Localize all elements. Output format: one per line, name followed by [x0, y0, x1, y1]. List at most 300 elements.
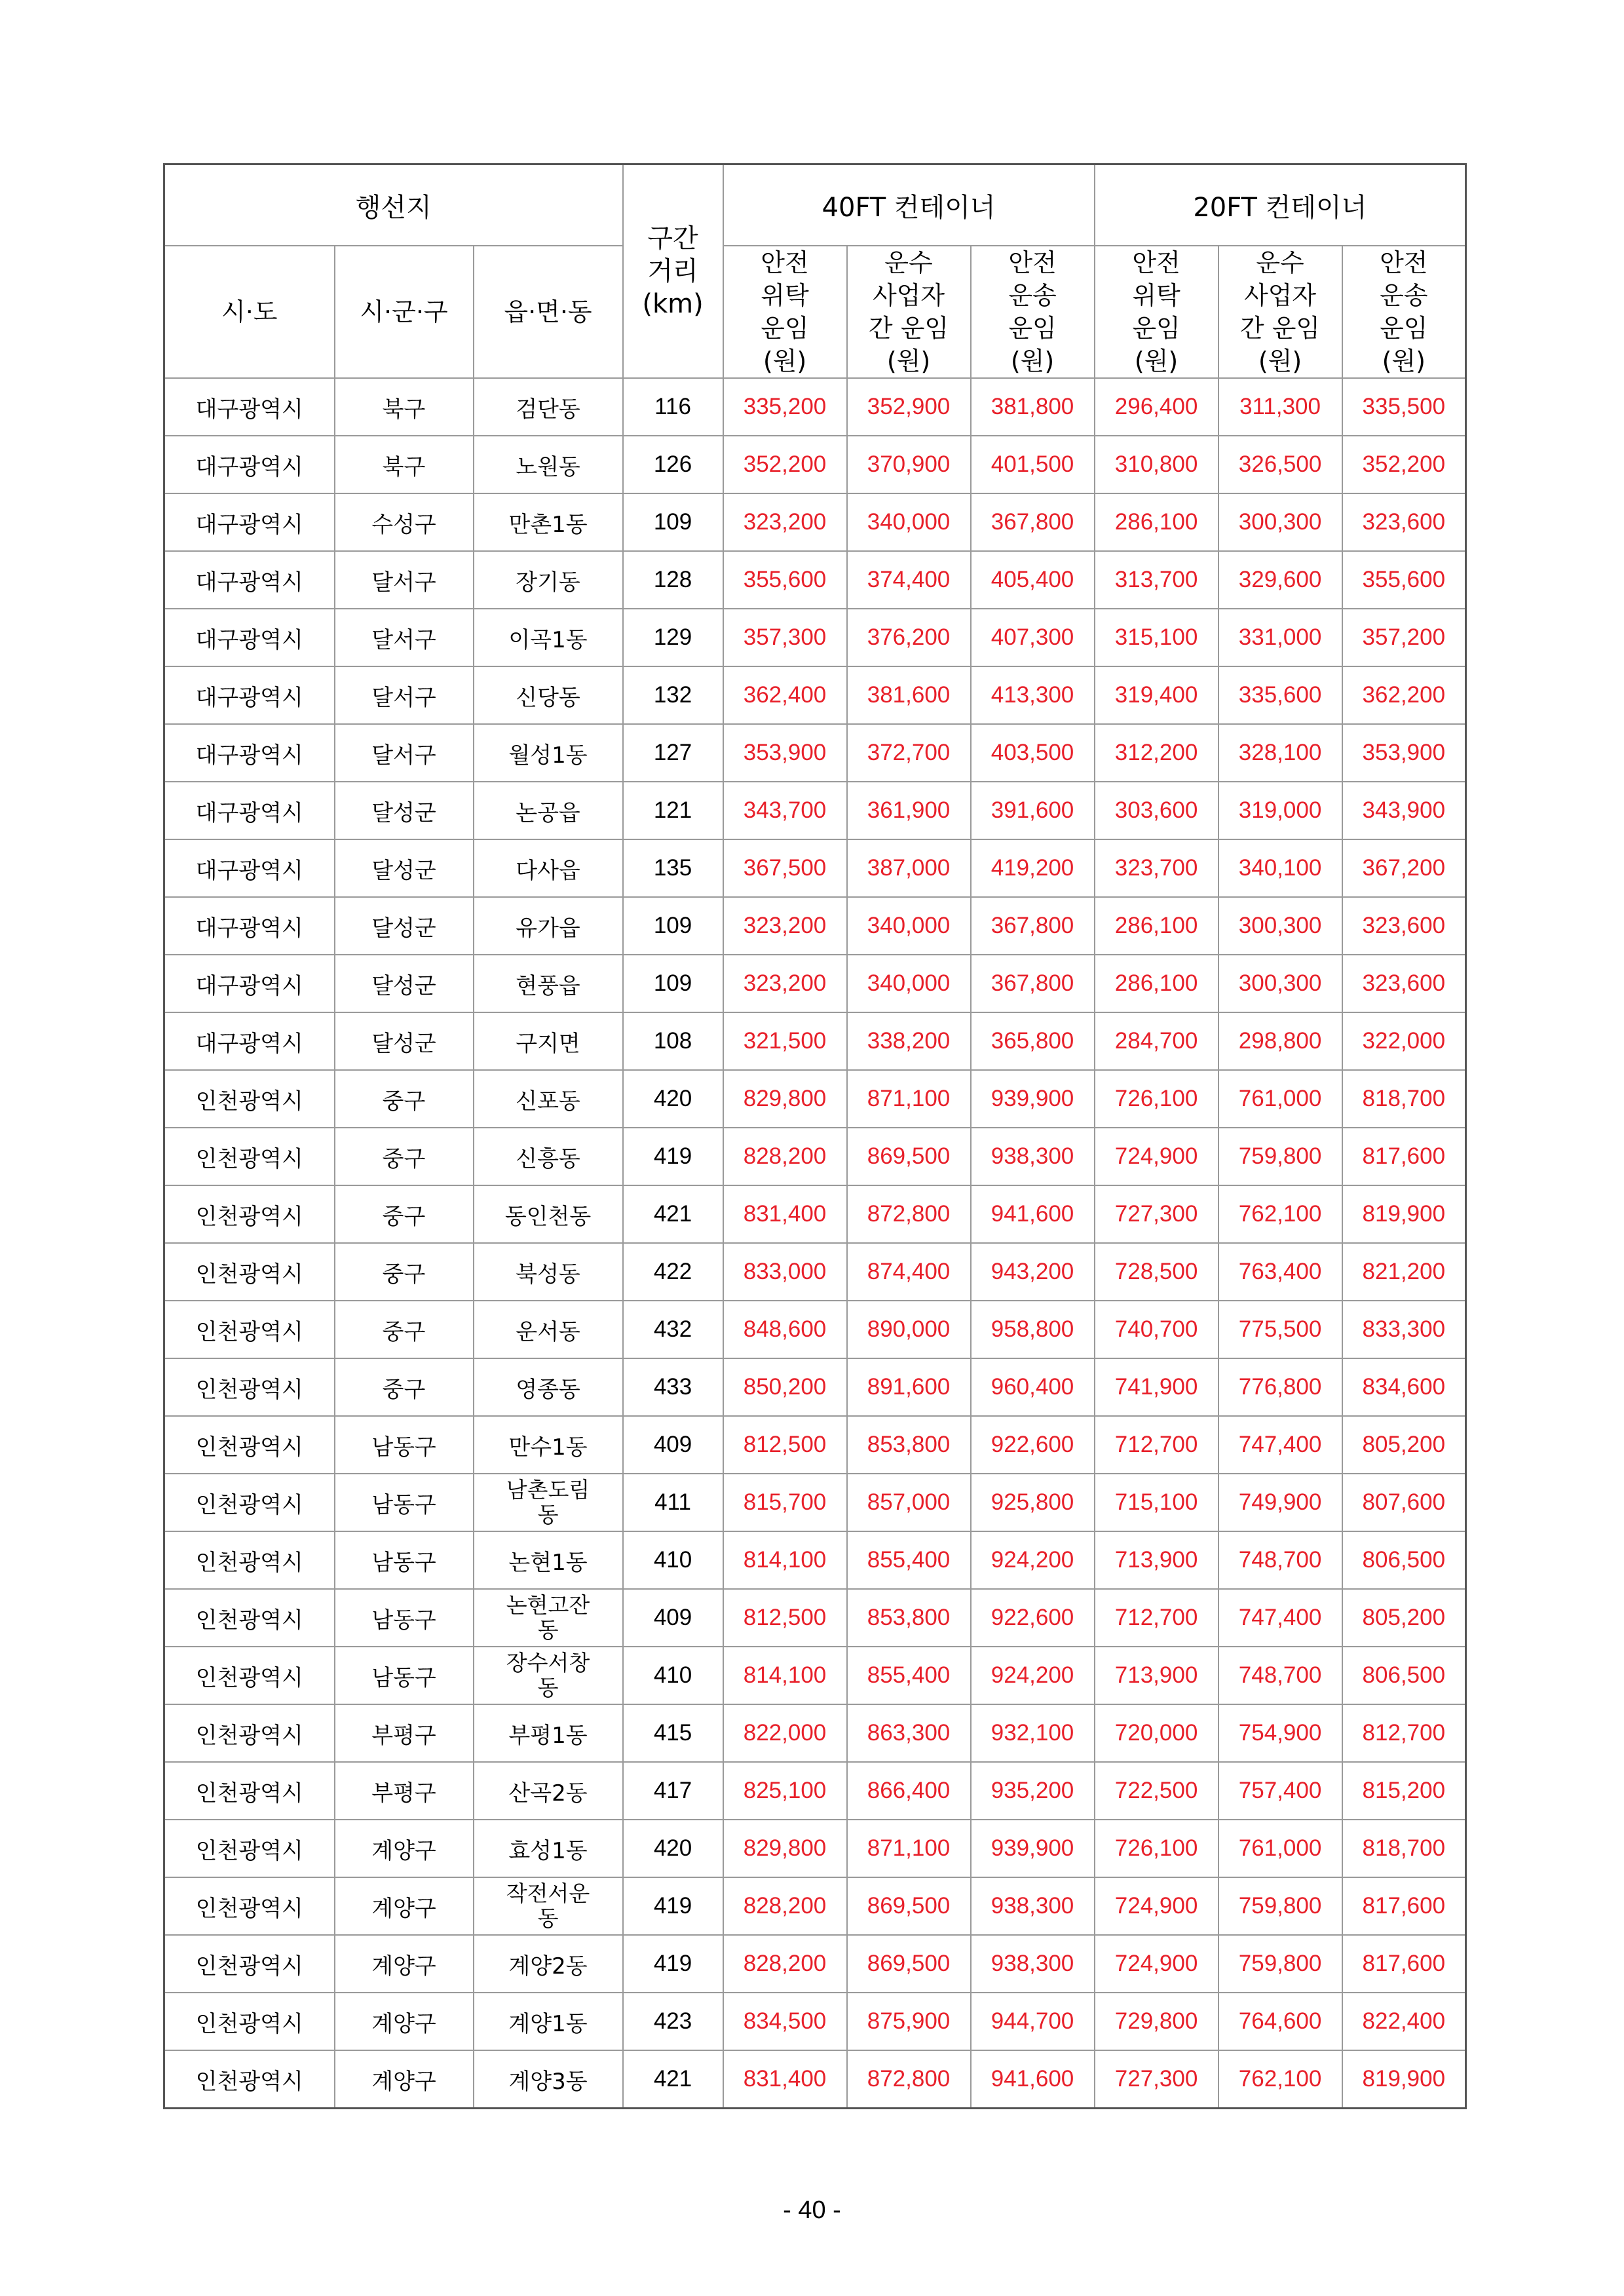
cell-20ft-safety-consign: 729,800: [1095, 1993, 1218, 2050]
cell-20ft-safety-consign: 323,700: [1095, 839, 1218, 897]
cell-dong: 만수1동: [474, 1416, 623, 1474]
cell-40ft-carrier: 891,600: [847, 1358, 971, 1416]
cell-40ft-carrier: 869,500: [847, 1935, 971, 1993]
cell-dong: 유가읍: [474, 897, 623, 955]
cell-dong: 북성동: [474, 1243, 623, 1301]
cell-distance: 132: [623, 666, 723, 724]
cell-distance: 116: [623, 378, 723, 436]
cell-20ft-safety-transport: 818,700: [1342, 1820, 1466, 1877]
cell-40ft-safety-transport: 401,500: [971, 436, 1095, 493]
cell-40ft-carrier: 871,100: [847, 1070, 971, 1128]
cell-dong: 운서동: [474, 1301, 623, 1358]
cell-40ft-safety-consign: 833,000: [723, 1243, 847, 1301]
cell-20ft-safety-transport: 812,700: [1342, 1704, 1466, 1762]
cell-sigungu: 북구: [335, 378, 474, 436]
cell-40ft-safety-transport: 391,600: [971, 782, 1095, 839]
cell-dong: 논공읍: [474, 782, 623, 839]
cell-sido: 인천광역시: [164, 1128, 335, 1185]
cell-20ft-safety-consign: 712,700: [1095, 1416, 1218, 1474]
cell-40ft-safety-consign: 367,500: [723, 839, 847, 897]
cell-distance: 121: [623, 782, 723, 839]
cell-20ft-safety-transport: 822,400: [1342, 1993, 1466, 2050]
cell-sido: 인천광역시: [164, 2050, 335, 2109]
cell-20ft-safety-transport: 833,300: [1342, 1301, 1466, 1358]
cell-20ft-carrier: 319,000: [1218, 782, 1342, 839]
cell-20ft-carrier: 761,000: [1218, 1070, 1342, 1128]
cell-20ft-safety-transport: 807,600: [1342, 1474, 1466, 1531]
cell-20ft-safety-consign: 724,900: [1095, 1935, 1218, 1993]
cell-sido: 인천광역시: [164, 1301, 335, 1358]
cell-40ft-safety-transport: 938,300: [971, 1935, 1095, 1993]
cell-dong: 논현1동: [474, 1531, 623, 1589]
cell-sido: 인천광역시: [164, 1531, 335, 1589]
cell-40ft-safety-transport: 925,800: [971, 1474, 1095, 1531]
cell-dong: 영종동: [474, 1358, 623, 1416]
cell-40ft-safety-transport: 403,500: [971, 724, 1095, 782]
table-row: [164, 436, 1466, 493]
cell-20ft-safety-transport: 367,200: [1342, 839, 1466, 897]
cell-sido: 대구광역시: [164, 666, 335, 724]
cell-sido: 인천광역시: [164, 1185, 335, 1243]
cell-40ft-carrier: 863,300: [847, 1704, 971, 1762]
cell-dong: 효성1동: [474, 1820, 623, 1877]
cell-40ft-carrier: 338,200: [847, 1012, 971, 1070]
cell-40ft-safety-transport: 405,400: [971, 551, 1095, 609]
cell-20ft-safety-consign: 727,300: [1095, 2050, 1218, 2109]
cell-20ft-safety-consign: 284,700: [1095, 1012, 1218, 1070]
cell-40ft-carrier: 340,000: [847, 955, 971, 1012]
cell-40ft-safety-consign: 812,500: [723, 1416, 847, 1474]
cell-20ft-safety-consign: 312,200: [1095, 724, 1218, 782]
cell-40ft-safety-transport: 935,200: [971, 1762, 1095, 1820]
cell-sigungu: 중구: [335, 1301, 474, 1358]
cell-40ft-safety-consign: 357,300: [723, 609, 847, 666]
cell-sigungu: 계양구: [335, 1820, 474, 1877]
cell-distance: 411: [623, 1474, 723, 1531]
cell-40ft-safety-consign: 831,400: [723, 1185, 847, 1243]
cell-40ft-carrier: 853,800: [847, 1416, 971, 1474]
cell-20ft-safety-transport: 834,600: [1342, 1358, 1466, 1416]
cell-40ft-safety-transport: 939,900: [971, 1820, 1095, 1877]
cell-sido: 인천광역시: [164, 1762, 335, 1820]
cell-20ft-carrier: 311,300: [1218, 378, 1342, 436]
cell-40ft-safety-transport: 367,800: [971, 897, 1095, 955]
cell-40ft-safety-consign: 829,800: [723, 1820, 847, 1877]
cell-20ft-carrier: 763,400: [1218, 1243, 1342, 1301]
cell-sigungu: 계양구: [335, 1935, 474, 1993]
cell-20ft-safety-consign: 720,000: [1095, 1704, 1218, 1762]
table-row: [164, 609, 1466, 666]
cell-40ft-carrier: 372,700: [847, 724, 971, 782]
cell-20ft-carrier: 761,000: [1218, 1820, 1342, 1877]
cell-distance: 419: [623, 1935, 723, 1993]
cell-distance: 422: [623, 1243, 723, 1301]
cell-dong: 월성1동: [474, 724, 623, 782]
cell-sigungu: 달서구: [335, 609, 474, 666]
cell-sigungu: 달서구: [335, 666, 474, 724]
cell-40ft-carrier: 855,400: [847, 1647, 971, 1704]
cell-distance: 127: [623, 724, 723, 782]
cell-sido: 인천광역시: [164, 1070, 335, 1128]
cell-20ft-carrier: 329,600: [1218, 551, 1342, 609]
cell-20ft-carrier: 326,500: [1218, 436, 1342, 493]
cell-40ft-safety-consign: 355,600: [723, 551, 847, 609]
cell-20ft-safety-transport: 805,200: [1342, 1589, 1466, 1647]
cell-20ft-safety-transport: 817,600: [1342, 1877, 1466, 1935]
cell-40ft-carrier: 874,400: [847, 1243, 971, 1301]
cell-dong: 신흥동: [474, 1128, 623, 1185]
cell-20ft-safety-transport: 819,900: [1342, 2050, 1466, 2109]
cell-sido: 대구광역시: [164, 551, 335, 609]
cell-dong: 계양2동: [474, 1935, 623, 1993]
cell-distance: 417: [623, 1762, 723, 1820]
cell-40ft-safety-transport: 381,800: [971, 378, 1095, 436]
cell-dong: 장수서창 동: [474, 1647, 623, 1704]
cell-distance: 128: [623, 551, 723, 609]
cell-20ft-safety-transport: 819,900: [1342, 1185, 1466, 1243]
cell-sido: 인천광역시: [164, 1243, 335, 1301]
cell-20ft-safety-consign: 727,300: [1095, 1185, 1218, 1243]
cell-40ft-safety-consign: 335,200: [723, 378, 847, 436]
table-row: [164, 1301, 1466, 1358]
cell-20ft-safety-transport: 322,000: [1342, 1012, 1466, 1070]
cell-40ft-carrier: 866,400: [847, 1762, 971, 1820]
cell-dong: 논현고잔 동: [474, 1589, 623, 1647]
header-sido: 시·도: [164, 246, 335, 378]
cell-sido: 대구광역시: [164, 724, 335, 782]
cell-40ft-safety-consign: 323,200: [723, 955, 847, 1012]
cell-sido: 인천광역시: [164, 1820, 335, 1877]
cell-40ft-carrier: 340,000: [847, 493, 971, 551]
cell-20ft-carrier: 331,000: [1218, 609, 1342, 666]
cell-sido: 대구광역시: [164, 839, 335, 897]
header-20ft: 20FT 컨테이너: [1095, 164, 1466, 246]
cell-40ft-safety-consign: 814,100: [723, 1647, 847, 1704]
header-20ft-safety-consign: 안전 위탁 운임 (원): [1095, 246, 1218, 378]
cell-20ft-safety-transport: 335,500: [1342, 378, 1466, 436]
cell-40ft-safety-transport: 932,100: [971, 1704, 1095, 1762]
cell-20ft-safety-consign: 713,900: [1095, 1531, 1218, 1589]
cell-40ft-safety-transport: 943,200: [971, 1243, 1095, 1301]
cell-40ft-safety-transport: 960,400: [971, 1358, 1095, 1416]
cell-20ft-safety-transport: 815,200: [1342, 1762, 1466, 1820]
cell-40ft-carrier: 374,400: [847, 551, 971, 609]
cell-40ft-carrier: 890,000: [847, 1301, 971, 1358]
table-row: [164, 724, 1466, 782]
cell-sigungu: 달성군: [335, 897, 474, 955]
cell-sido: 인천광역시: [164, 1416, 335, 1474]
cell-40ft-carrier: 869,500: [847, 1877, 971, 1935]
table-row: [164, 1877, 1466, 1935]
cell-20ft-safety-transport: 323,600: [1342, 955, 1466, 1012]
cell-sido: 대구광역시: [164, 782, 335, 839]
table-row: [164, 839, 1466, 897]
cell-distance: 421: [623, 2050, 723, 2109]
cell-distance: 126: [623, 436, 723, 493]
cell-40ft-safety-consign: 848,600: [723, 1301, 847, 1358]
cell-40ft-safety-consign: 353,900: [723, 724, 847, 782]
cell-20ft-carrier: 764,600: [1218, 1993, 1342, 2050]
cell-20ft-safety-consign: 713,900: [1095, 1647, 1218, 1704]
table-row: [164, 1416, 1466, 1474]
cell-40ft-carrier: 381,600: [847, 666, 971, 724]
cell-40ft-safety-transport: 944,700: [971, 1993, 1095, 2050]
cell-distance: 410: [623, 1647, 723, 1704]
cell-sido: 대구광역시: [164, 378, 335, 436]
cell-40ft-carrier: 869,500: [847, 1128, 971, 1185]
cell-20ft-carrier: 754,900: [1218, 1704, 1342, 1762]
cell-distance: 410: [623, 1531, 723, 1589]
cell-sido: 대구광역시: [164, 609, 335, 666]
cell-20ft-safety-consign: 315,100: [1095, 609, 1218, 666]
cell-40ft-carrier: 855,400: [847, 1531, 971, 1589]
cell-40ft-safety-transport: 922,600: [971, 1416, 1095, 1474]
table-row: [164, 1358, 1466, 1416]
cell-40ft-carrier: 857,000: [847, 1474, 971, 1531]
header-destination: 행선지: [164, 164, 623, 246]
cell-20ft-safety-consign: 313,700: [1095, 551, 1218, 609]
cell-sigungu: 부평구: [335, 1704, 474, 1762]
cell-distance: 421: [623, 1185, 723, 1243]
table-row: [164, 2050, 1466, 2109]
cell-dong: 구지면: [474, 1012, 623, 1070]
table-row: [164, 1647, 1466, 1704]
cell-20ft-carrier: 748,700: [1218, 1647, 1342, 1704]
cell-40ft-safety-consign: 815,700: [723, 1474, 847, 1531]
table-row: [164, 1935, 1466, 1993]
cell-20ft-safety-transport: 817,600: [1342, 1935, 1466, 1993]
cell-sigungu: 달서구: [335, 551, 474, 609]
cell-distance: 419: [623, 1128, 723, 1185]
cell-20ft-safety-consign: 319,400: [1095, 666, 1218, 724]
cell-20ft-carrier: 775,500: [1218, 1301, 1342, 1358]
cell-20ft-carrier: 298,800: [1218, 1012, 1342, 1070]
cell-distance: 108: [623, 1012, 723, 1070]
cell-dong: 현풍읍: [474, 955, 623, 1012]
cell-40ft-safety-consign: 828,200: [723, 1935, 847, 1993]
table-row: [164, 1070, 1466, 1128]
cell-20ft-safety-transport: 806,500: [1342, 1531, 1466, 1589]
cell-dong: 이곡1동: [474, 609, 623, 666]
cell-20ft-safety-transport: 353,900: [1342, 724, 1466, 782]
table-row: [164, 1704, 1466, 1762]
cell-distance: 135: [623, 839, 723, 897]
cell-sigungu: 수성구: [335, 493, 474, 551]
cell-dong: 장기동: [474, 551, 623, 609]
cell-40ft-safety-transport: 413,300: [971, 666, 1095, 724]
table-row: [164, 1762, 1466, 1820]
cell-distance: 415: [623, 1704, 723, 1762]
cell-sido: 인천광역시: [164, 1647, 335, 1704]
cell-sigungu: 달서구: [335, 724, 474, 782]
cell-20ft-carrier: 749,900: [1218, 1474, 1342, 1531]
cell-20ft-safety-consign: 286,100: [1095, 897, 1218, 955]
cell-dong: 남촌도림 동: [474, 1474, 623, 1531]
cell-dong: 계양1동: [474, 1993, 623, 2050]
cell-sigungu: 중구: [335, 1070, 474, 1128]
cell-sigungu: 남동구: [335, 1474, 474, 1531]
cell-40ft-safety-consign: 352,200: [723, 436, 847, 493]
cell-distance: 409: [623, 1589, 723, 1647]
table-row: [164, 955, 1466, 1012]
cell-40ft-safety-transport: 367,800: [971, 955, 1095, 1012]
cell-20ft-safety-consign: 286,100: [1095, 955, 1218, 1012]
table-row: [164, 1589, 1466, 1647]
cell-40ft-safety-consign: 822,000: [723, 1704, 847, 1762]
cell-dong: 검단동: [474, 378, 623, 436]
cell-40ft-safety-consign: 343,700: [723, 782, 847, 839]
cell-dong: 작전서운 동: [474, 1877, 623, 1935]
cell-20ft-safety-transport: 821,200: [1342, 1243, 1466, 1301]
cell-40ft-safety-transport: 941,600: [971, 2050, 1095, 2109]
table-row: [164, 1474, 1466, 1531]
cell-20ft-safety-transport: 343,900: [1342, 782, 1466, 839]
header-20ft-safety-transport: 안전 운송 운임 (원): [1342, 246, 1466, 378]
cell-sigungu: 부평구: [335, 1762, 474, 1820]
cell-dong: 만촌1동: [474, 493, 623, 551]
cell-40ft-carrier: 340,000: [847, 897, 971, 955]
cell-20ft-carrier: 759,800: [1218, 1877, 1342, 1935]
cell-40ft-carrier: 376,200: [847, 609, 971, 666]
cell-40ft-carrier: 352,900: [847, 378, 971, 436]
table-row: [164, 1531, 1466, 1589]
cell-sigungu: 중구: [335, 1128, 474, 1185]
table-row: [164, 1012, 1466, 1070]
cell-distance: 129: [623, 609, 723, 666]
cell-40ft-carrier: 370,900: [847, 436, 971, 493]
cell-20ft-carrier: 340,100: [1218, 839, 1342, 897]
cell-sido: 인천광역시: [164, 1993, 335, 2050]
cell-dong: 신포동: [474, 1070, 623, 1128]
cell-20ft-safety-consign: 310,800: [1095, 436, 1218, 493]
cell-sigungu: 남동구: [335, 1416, 474, 1474]
cell-40ft-safety-consign: 814,100: [723, 1531, 847, 1589]
cell-20ft-safety-consign: 303,600: [1095, 782, 1218, 839]
header-40ft-carrier: 운수 사업자 간 운임 (원): [847, 246, 971, 378]
cell-sido: 대구광역시: [164, 493, 335, 551]
cell-20ft-safety-transport: 817,600: [1342, 1128, 1466, 1185]
cell-20ft-safety-consign: 724,900: [1095, 1128, 1218, 1185]
cell-20ft-carrier: 759,800: [1218, 1935, 1342, 1993]
cell-40ft-safety-transport: 938,300: [971, 1877, 1095, 1935]
cell-20ft-carrier: 748,700: [1218, 1531, 1342, 1589]
cell-40ft-safety-consign: 834,500: [723, 1993, 847, 2050]
cell-40ft-carrier: 875,900: [847, 1993, 971, 2050]
cell-40ft-carrier: 872,800: [847, 1185, 971, 1243]
header-sigungu: 시·군·구: [335, 246, 474, 378]
table-row: [164, 551, 1466, 609]
cell-20ft-carrier: 759,800: [1218, 1128, 1342, 1185]
cell-distance: 432: [623, 1301, 723, 1358]
cell-40ft-safety-consign: 323,200: [723, 897, 847, 955]
cell-20ft-safety-consign: 722,500: [1095, 1762, 1218, 1820]
cell-sigungu: 달성군: [335, 839, 474, 897]
cell-20ft-safety-consign: 728,500: [1095, 1243, 1218, 1301]
header-40ft-safety-consign: 안전 위탁 운임 (원): [723, 246, 847, 378]
cell-20ft-carrier: 335,600: [1218, 666, 1342, 724]
cell-40ft-safety-consign: 828,200: [723, 1877, 847, 1935]
cell-40ft-safety-consign: 828,200: [723, 1128, 847, 1185]
cell-20ft-safety-consign: 712,700: [1095, 1589, 1218, 1647]
cell-sigungu: 남동구: [335, 1589, 474, 1647]
cell-20ft-carrier: 747,400: [1218, 1416, 1342, 1474]
cell-40ft-carrier: 871,100: [847, 1820, 971, 1877]
cell-20ft-safety-consign: 296,400: [1095, 378, 1218, 436]
cell-20ft-safety-consign: 740,700: [1095, 1301, 1218, 1358]
cell-distance: 423: [623, 1993, 723, 2050]
cell-sigungu: 남동구: [335, 1647, 474, 1704]
cell-20ft-safety-consign: 741,900: [1095, 1358, 1218, 1416]
cell-20ft-carrier: 300,300: [1218, 493, 1342, 551]
cell-dong: 부평1동: [474, 1704, 623, 1762]
cell-sido: 인천광역시: [164, 1589, 335, 1647]
cell-20ft-carrier: 300,300: [1218, 897, 1342, 955]
cell-20ft-safety-consign: 726,100: [1095, 1820, 1218, 1877]
cell-40ft-safety-consign: 321,500: [723, 1012, 847, 1070]
cell-40ft-safety-transport: 924,200: [971, 1647, 1095, 1704]
cell-20ft-safety-transport: 806,500: [1342, 1647, 1466, 1704]
cell-sido: 인천광역시: [164, 1704, 335, 1762]
cell-dong: 산곡2동: [474, 1762, 623, 1820]
cell-20ft-safety-transport: 352,200: [1342, 436, 1466, 493]
cell-sigungu: 북구: [335, 436, 474, 493]
cell-sido: 대구광역시: [164, 436, 335, 493]
cell-sido: 인천광역시: [164, 1358, 335, 1416]
table-row: [164, 378, 1466, 436]
header-distance: 구간 거리 (km): [623, 164, 723, 379]
cell-distance: 420: [623, 1820, 723, 1877]
cell-distance: 433: [623, 1358, 723, 1416]
cell-20ft-safety-transport: 323,600: [1342, 897, 1466, 955]
cell-sigungu: 달성군: [335, 1012, 474, 1070]
cell-distance: 109: [623, 897, 723, 955]
cell-20ft-safety-transport: 362,200: [1342, 666, 1466, 724]
cell-distance: 109: [623, 955, 723, 1012]
cell-20ft-carrier: 300,300: [1218, 955, 1342, 1012]
cell-40ft-safety-transport: 407,300: [971, 609, 1095, 666]
cell-40ft-safety-transport: 941,600: [971, 1185, 1095, 1243]
cell-20ft-carrier: 757,400: [1218, 1762, 1342, 1820]
cell-20ft-carrier: 762,100: [1218, 1185, 1342, 1243]
cell-sigungu: 남동구: [335, 1531, 474, 1589]
cell-sigungu: 달성군: [335, 955, 474, 1012]
cell-sido: 대구광역시: [164, 955, 335, 1012]
cell-sigungu: 중구: [335, 1358, 474, 1416]
table-row: [164, 1185, 1466, 1243]
cell-sigungu: 달성군: [335, 782, 474, 839]
freight-rate-table: [163, 163, 1467, 2109]
cell-40ft-safety-transport: 924,200: [971, 1531, 1095, 1589]
cell-40ft-safety-transport: 939,900: [971, 1070, 1095, 1128]
table-row: [164, 782, 1466, 839]
table-row: [164, 666, 1466, 724]
header-20ft-carrier: 운수 사업자 간 운임 (원): [1218, 246, 1342, 378]
cell-sigungu: 계양구: [335, 2050, 474, 2109]
cell-40ft-carrier: 361,900: [847, 782, 971, 839]
cell-40ft-carrier: 872,800: [847, 2050, 971, 2109]
cell-dong: 노원동: [474, 436, 623, 493]
cell-sigungu: 계양구: [335, 1993, 474, 2050]
cell-20ft-safety-consign: 724,900: [1095, 1877, 1218, 1935]
cell-40ft-safety-consign: 831,400: [723, 2050, 847, 2109]
cell-20ft-safety-transport: 355,600: [1342, 551, 1466, 609]
cell-sido: 인천광역시: [164, 1474, 335, 1531]
cell-20ft-safety-transport: 805,200: [1342, 1416, 1466, 1474]
table-row: [164, 897, 1466, 955]
cell-sido: 대구광역시: [164, 897, 335, 955]
cell-sido: 인천광역시: [164, 1877, 335, 1935]
cell-40ft-safety-transport: 938,300: [971, 1128, 1095, 1185]
